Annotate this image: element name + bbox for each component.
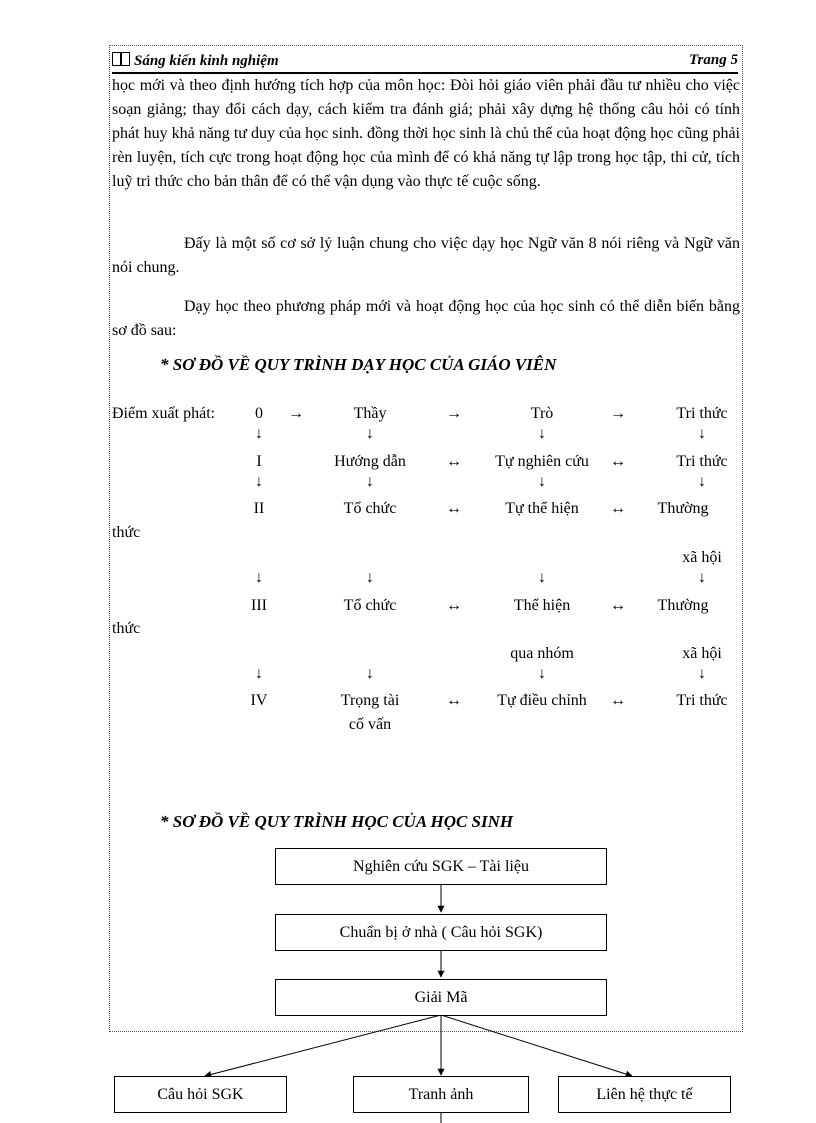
row3-common-wrap: thức [112,620,141,637]
connector-arrow [441,1015,632,1076]
arrow-down: ↓ [538,665,546,682]
header-title: Sáng kiến kinh nghiệm [112,52,279,70]
arrow-down: ↓ [538,473,546,490]
arrow-down: ↓ [255,665,263,682]
row0-student: Trò [530,405,554,422]
arrow-both: ↔ [610,500,626,517]
box-prepare-home: Chuẩn bị ở nhà ( Câu hỏi SGK) [275,914,607,951]
level-0: 0 [255,405,263,422]
row0-teacher: Thầy [353,405,387,422]
row4-self-adjust: Tự điều chỉnh [497,692,587,709]
box-textbook-questions: Câu hỏi SGK [114,1076,287,1113]
arrow-down: ↓ [366,665,374,682]
arrow-down: ↓ [255,569,263,586]
row2-society: xã hội [682,549,722,566]
paragraph-2: Đấy là một số cơ sở lý luận chung cho việc dạy học Ngữ văn 8 nói riêng và Ngữ văn nói chung. [112,235,740,276]
arrow-down: ↓ [366,473,374,490]
arrow-down: ↓ [366,569,374,586]
row1-knowledge: Tri thức [676,453,728,470]
arrow-both: ↔ [446,453,462,470]
row2-common-wrap: thức [112,524,141,541]
arrow-down: ↓ [255,425,263,442]
row3-common: Thường [657,597,709,614]
row4-referee: Trọng tài [340,692,400,709]
arrow-both: ↔ [446,500,462,517]
arrow-down: ↓ [538,569,546,586]
arrow-down: ↓ [255,473,263,490]
row1-self-study: Tự nghiên cứu [495,453,589,470]
arrow-right: → [288,405,304,422]
arrow-down: ↓ [698,425,706,442]
arrow-down: ↓ [366,425,374,442]
row4-advisor: cố vấn [348,716,392,733]
arrow-down: ↓ [698,473,706,490]
box-pictures: Tranh ảnh [353,1076,529,1113]
arrow-right: → [446,405,462,422]
row3-organize: Tổ chức [343,597,397,614]
paragraph-1: học mới và theo định hướng tích hợp của môn học: Đòi hỏi giáo viên phải đầu tư nhiều cho việc soạn giảng; thay đổi cách dạy, cách kiểm tra đánh giá; phải xây dựng hệ thống câu hỏi có tính phát huy khả năng tư duy của học sinh. đồng thời học sinh là chủ thể của hoạt động học cũng phải rèn luyện, tích cực trong hoạt động học của mình để có khả năng tự lập trong học tập, thi cử, tích luỹ tri thức cho bản thân để có thể vận dụng vào thực tế cuộc sống. [112,77,740,190]
level-1: I [256,453,262,470]
arrow-both: ↔ [610,692,626,709]
arrow-both: ↔ [446,597,462,614]
box-decode: Giải Mã [275,979,607,1016]
start-label: Điểm xuất phát: [112,405,216,422]
row3-society: xã hội [682,645,722,662]
arrow-both: ↔ [446,692,462,709]
level-2: II [253,500,265,517]
arrow-both: ↔ [610,453,626,470]
arrow-down: ↓ [698,569,706,586]
row4-knowledge: Tri thức [676,692,728,709]
connector-arrow [205,1015,441,1076]
box-study-textbook: Nghiên cứu SGK – Tài liệu [275,848,607,885]
row1-guide: Hướng dẫn [334,453,406,470]
row2-self-express: Tự thể hiện [505,500,579,517]
paragraph-3: Dạy học theo phương pháp mới và hoạt động học của học sinh có thể diễn biến bằng sơ đồ sau: [112,298,740,339]
row2-common: Thường [657,500,709,517]
arrow-down: ↓ [698,665,706,682]
student-diagram-heading: * SƠ ĐỒ VỀ QUY TRÌNH HỌC CỦA HỌC SINH [160,812,514,831]
box-real-life: Liên hệ thực tế [558,1076,731,1113]
row2-organize: Tổ chức [343,500,397,517]
header-page-number: Trang 5 [688,52,738,68]
row0-knowledge: Tri thức [676,405,728,422]
arrow-right: → [610,405,626,422]
row3-in-group: qua nhóm [510,645,574,662]
row3-express: Thể hiện [513,597,571,614]
arrow-down: ↓ [538,425,546,442]
teacher-diagram-heading: * SƠ ĐỒ VỀ QUY TRÌNH DẠY HỌC CỦA GIÁO VIÊN [160,355,557,374]
level-4: IV [250,692,268,709]
level-3: III [251,597,267,614]
arrow-both: ↔ [610,597,626,614]
